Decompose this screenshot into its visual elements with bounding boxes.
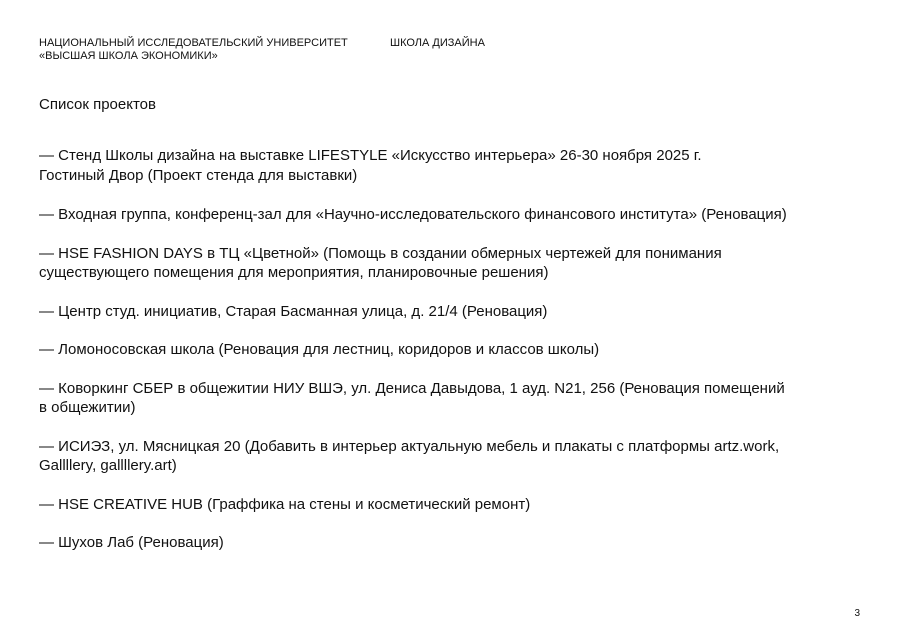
project-line-1: — Ломоносовская школа (Реновация для лестниц, коридоров и классов школы) (39, 341, 600, 358)
project-line-1: — HSE FASHION DAYS в ТЦ «Цветной» (Помощь в создании обмерных чертежей для понимания (39, 244, 722, 262)
project-line-2: существующего помещения для мероприятия, планировочные решения) (39, 264, 549, 281)
project-item (39, 302, 859, 322)
project-line-1: — Входная группа, конференц-зал для «Научно-исследовательского финансового института» (Реновация) (39, 206, 787, 223)
project-list (39, 146, 859, 553)
university-name (39, 37, 348, 63)
school-name: ШКОЛА ДИЗАЙНА (390, 37, 485, 49)
project-line-2: в общежитии) (39, 399, 136, 416)
project-line-1: — Стенд Школы дизайна на выставке LIFESTYLE «Искусство интерьера» 26-30 ноября 2025 г. (39, 147, 702, 164)
project-item (39, 205, 859, 225)
project-item (39, 379, 859, 418)
university-name-line-2: «ВЫСШАЯ ШКОЛА ЭКОНОМИКИ» (39, 50, 218, 62)
project-line-2: Гостиный Двор (Проект стенда для выставки) (39, 166, 358, 184)
project-item (39, 244, 859, 283)
project-line-1: — Коворкинг СБЕР в общежитии НИУ ВШЭ, ул. Дениса Давыдова, 1 ауд. N21, 256 (Реновация помещений (39, 379, 785, 397)
project-item (39, 340, 859, 360)
project-line-1: — Центр студ. инициатив, Старая Басманная улица, д. 21/4 (Реновация) (39, 302, 548, 320)
project-item (39, 146, 859, 185)
project-line-1: — Шухов Лаб (Реновация) (39, 534, 224, 551)
project-item (39, 533, 859, 553)
project-line-1: — HSE CREATIVE HUB (Граффика на стены и косметический ремонт) (39, 495, 531, 513)
university-name-line-1: НАЦИОНАЛЬНЫЙ ИССЛЕДОВАТЕЛЬСКИЙ УНИВЕРСИТЕТ (39, 37, 348, 49)
project-item (39, 495, 859, 515)
page-title: Список проектов (39, 96, 156, 113)
project-line-2: Gallllery, gallllery.art) (39, 457, 177, 474)
project-item (39, 437, 859, 476)
project-line-1: — ИСИЭЗ, ул. Мясницкая 20 (Добавить в интерьер актуальную мебель и плакаты с платформы artz.work, (39, 437, 780, 455)
page-number: 3 (854, 608, 860, 619)
